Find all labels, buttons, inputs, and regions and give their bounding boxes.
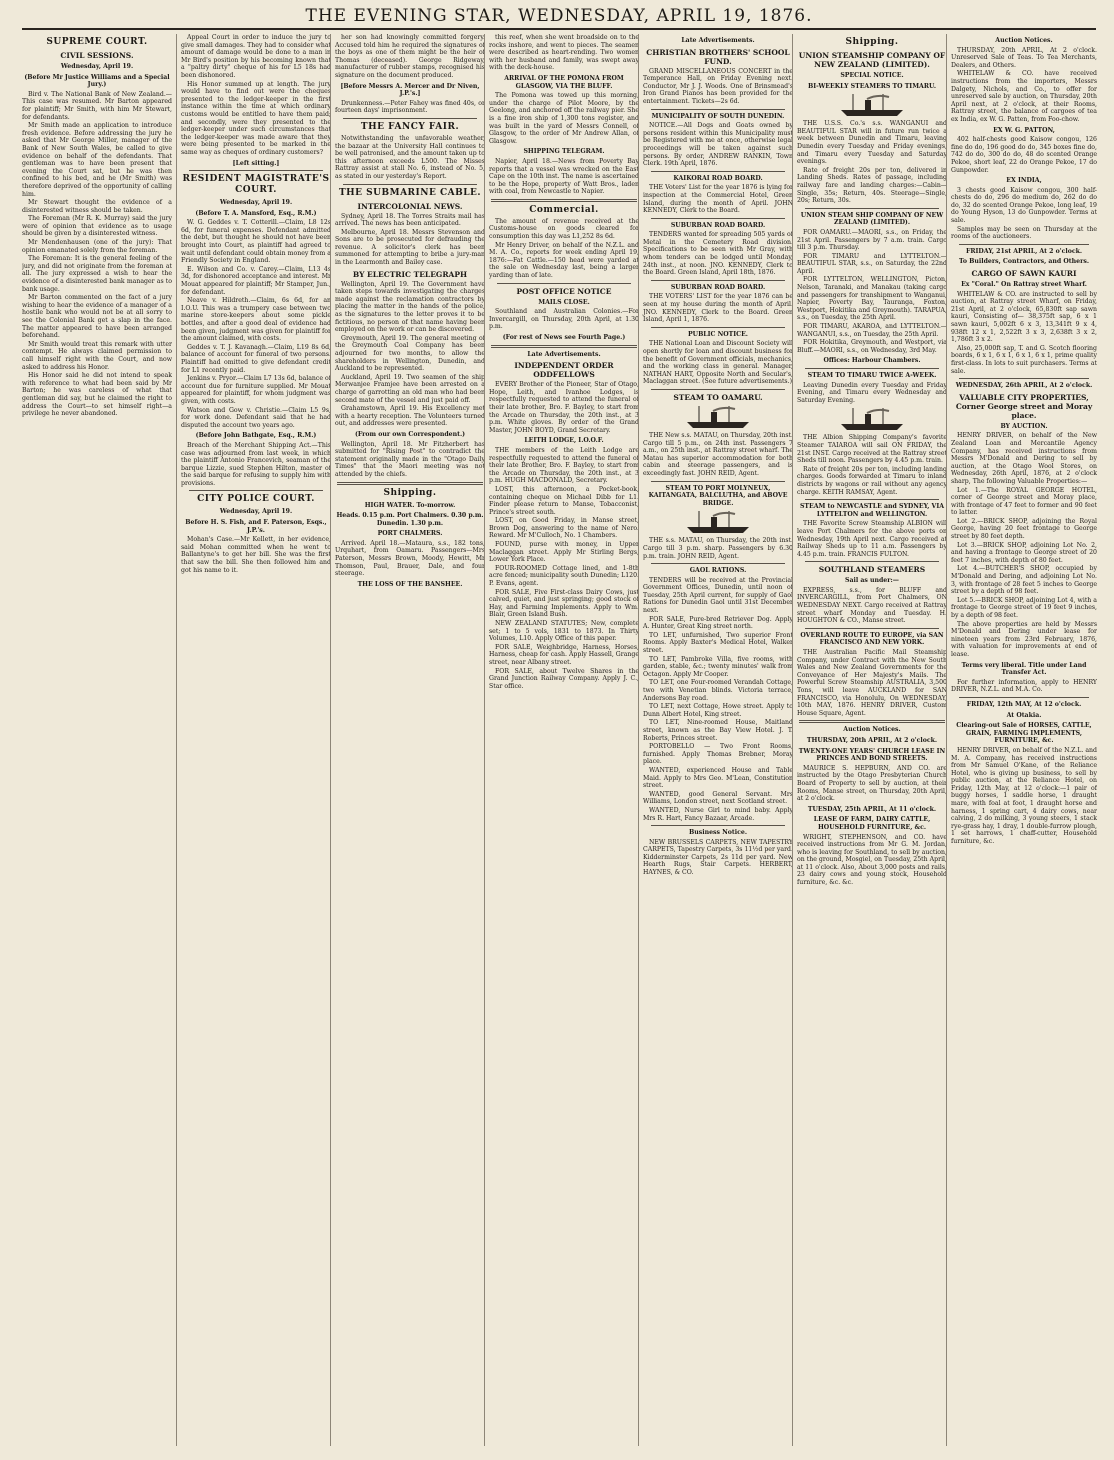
heading: SUBURBAN ROAD BOARD. bbox=[670, 283, 766, 291]
advert: For further information, apply to HENRY DRIVER, N.Z.L. and M.A. Co. bbox=[951, 678, 1097, 694]
paragraph: Jenkins v. Pryor.—Claim L7 13s 6d, balance of account due for furniture supplied. Mr Mouat appeared for plaintiff, for whom judgment was given, with costs. bbox=[181, 375, 331, 405]
paragraph: Bird v. The National Bank of New Zealand.—This case was resumed. Mr Barton appeared for plaintiff; Mr Smith, with him Mr Stewart, for defendants. bbox=[22, 90, 172, 121]
note: (For rest of News see Fourth Page.) bbox=[502, 334, 626, 341]
divider bbox=[189, 490, 323, 491]
tide-table: Heads. 0.15 p.m. Port Chalmers. 0.30 p.m. Dunedin. 1.30 p.m. bbox=[336, 512, 484, 527]
advert: LOST, this afternoon, a Pocket-book, containing cheque on Michael Dibb for L1. Finder please return to Manse, Tobacconist, Prince's street south. bbox=[489, 485, 639, 516]
paragraph: W. G. Geddes v. T. Cotterill.—Claim, L8 12s 6d, for funeral expenses. Defendant admitted the debt, but thought he should not have been brought into Court, as plaintiff had agreed to wait until defendant could obtain money from a Friendly Society in England. bbox=[181, 219, 331, 265]
advert: Lot 2.—BRICK SHOP, adjoining the Royal George, having 20 feet frontage to George street by 80 feet depth. bbox=[951, 517, 1097, 541]
heading: Clearing-out Sale of HORSES, CATTLE, GRAIN, FARMING IMPLEMENTS, FURNITURE, &c. bbox=[956, 722, 1092, 745]
divider bbox=[651, 218, 785, 219]
heading: TWENTY-ONE YEARS' CHURCH LEASE IN PRINCES AND BOND STREETS. bbox=[798, 747, 946, 763]
dateline: Wednesday, April 19. bbox=[219, 508, 293, 516]
divider bbox=[799, 720, 945, 723]
divider bbox=[651, 563, 785, 564]
divider bbox=[497, 283, 631, 284]
advert: FOR SALE, about Twelve Shares in the Grand Junction Railway Company. Apply J. C., Star office. bbox=[489, 667, 639, 690]
advert: WANTED, experienced House and Table Maid. Apply to Mrs Geo. M'Lean, Constitution street. bbox=[643, 766, 793, 790]
heading: LEITH LODGE, I.O.O.F. bbox=[524, 437, 604, 445]
divider bbox=[651, 327, 785, 328]
subheading: THURSDAY, 20th APRIL, At 2 o'clock. bbox=[806, 736, 938, 744]
advert: EVERY Brother of the Pioneer, Star of Otago, Hope, Leith, and Ivanhoe Lodges, is respectfully requested to attend the funeral of their late brother, Bro. F. Bayley, to start from the Arcade on Thursday, the 20th inst., at 3 p.m. White gloves. By order of the Grand Master, JOHN BOYD, Grand Secretary. bbox=[489, 381, 639, 434]
column-1 bbox=[22, 34, 172, 1446]
heading: Auction Notices. bbox=[995, 37, 1053, 44]
paragraph: Mr Stewart thought the evidence of a disinterested witness should be taken. bbox=[22, 199, 172, 214]
paragraph: Notwithstanding the unfavorable weather, the bazaar at the University Hall continues to be well patronised, and the amount taken up to this afternoon exceeds L500. The Misses Rattray assist at stall No. 6, instead of No. 5, as stated in our yesterday's Report. bbox=[335, 134, 485, 180]
heading: SHIPPING TELEGRAM. bbox=[523, 148, 605, 156]
advert: The above properties are held by Messrs M'Donald and Dering under lease for nineteen years from 23rd February, 1876, with valuation for improvements at end of lease. bbox=[951, 620, 1097, 658]
advert: NOTICE.—All Dogs and Goats owned by persons resident within this Municipality must be Registered with me at once, otherwise legal proceedings will be taken against such persons. By order, ANDREW RANKIN, Town Clerk. 19th April, 1876. bbox=[643, 122, 793, 168]
paragraph: her son had knowingly committed forgery. Accused told him he required the signatures of the boys as one of them might be the heir of Thomas (deceased). George Ridgeway, manufacturer of rubber stamps, recognised his signature on the document produced. bbox=[335, 34, 485, 79]
heading: SOUTHLAND STEAMERS bbox=[818, 565, 926, 575]
subheading: Terms very liberal. Title under Land Transfer Act. bbox=[961, 661, 1087, 677]
divider bbox=[805, 499, 939, 500]
subheading: BI-WEEKLY STEAMERS TO TIMARU. bbox=[808, 82, 936, 90]
heading: INDEPENDENT ORDER ODDFELLOWS bbox=[514, 361, 614, 380]
advert: THE National Loan and Discount Society will open shortly for loan and discount business for the benefit of Government officials, mechanics, and the working class in general. Manager, NATHAN HART, Opposite North and Secular's, Maclaggan street. (See future advertisements.) bbox=[643, 340, 793, 386]
advert: PORTOBELLO — Two Front Rooms, furnished. Apply Thomas Brebner, Moray place. bbox=[643, 743, 793, 766]
divider bbox=[805, 561, 939, 562]
advert: HENRY DRIVER, on behalf of the New Zealand Loan and Mercantile Agency Company, has received instructions from Messrs M'Donald and Dering to sell by auction, at the Otago Wool Stores, on Wednesday, 26th April, 1876, at 2 o'clock sharp, The following Valuable Properties:— bbox=[951, 432, 1097, 485]
paragraph: The Foreman (Mr R. K. Murray) said the jury were of opinion that evidence as to usage should be given by a disinterested witness. bbox=[22, 215, 172, 238]
heading: STEAM TO PORT MOLYNEUX, KAITANGATA, BALCLUTHA, and ABOVE BRIDGE. bbox=[648, 484, 788, 507]
paragraph: Mr Smith would treat this remark with utter contempt. He always claimed permission to call himself right with the Court, and now asked to address his Honor. bbox=[22, 340, 172, 371]
subheading: SPECIAL NOTICE. bbox=[840, 72, 904, 79]
dateline: Wednesday, April 19. bbox=[219, 199, 293, 207]
divider bbox=[189, 170, 323, 171]
heading: CITY POLICE COURT. bbox=[197, 494, 315, 505]
advert: FOR SALE, Pure-bred Retriever Dog. Apply A. Hunter, Great King street north. bbox=[643, 615, 793, 631]
subheading: TUESDAY, 25th APRIL, At 11 o'clock. bbox=[807, 805, 937, 813]
advert: FOR LYTTELTON, WELLINGTON, Picton, Nelson, Taranaki, and Manakau (taking cargo and passengers for transhipment to Wanganui, Napier, Poverty Bay, Tauranga, Foxton, Westport, Hokitika and Greymouth). TARAPUA, s.s., on Tuesday, the 25th April. bbox=[797, 276, 947, 322]
heading: CHRISTIAN BROTHERS' SCHOOL FUND. bbox=[646, 47, 790, 66]
paragraph: His Honor summed up at length. The jury would have to find out were the cheques presented to the ledger-keeper in the first instance within the time at which ordinary customs would be entitled to have them paid; and secondly, were they presented to the ledger-keeper under such circumstances that the ledger-keeper was made aware that they were being presented to be marked in the same way as cheques of ordinary customers? bbox=[181, 80, 331, 156]
advert: TO LET, Nine-roomed House, Maitland street, known as the Bay View Hotel. J. T. Roberts, Princes street. bbox=[643, 719, 793, 742]
heading: MUNICIPALITY OF SOUTH DUNEDIN. bbox=[651, 112, 785, 120]
advert: THE s.s. MATAU, on Thursday, the 20th inst. Cargo till 3 p.m. sharp. Passengers by 6.30 p.m. train. JOHN REID, Agent. bbox=[643, 537, 793, 560]
subheading: [Before Messrs A. Mercer and Dr Niven, J.P.'s.] bbox=[340, 82, 480, 98]
heading: INTERCOLONIAL NEWS. bbox=[357, 201, 463, 211]
paragraph: Sydney, April 18. The Torres Straits mail has arrived. The news has been anticipated. bbox=[335, 212, 485, 228]
advert: TO LET, one Four-roomed Verandah Cottage, two with Venetian blinds. Victoria terrace, Andersons Bay road. bbox=[643, 679, 793, 702]
column-7 bbox=[946, 34, 1097, 1446]
divider bbox=[651, 109, 785, 110]
advert: FOR SALE, Weighbridge, Harness, Horses, Harness, cheap for cash. Apply Hassell, Grange street, near Albany street. bbox=[489, 643, 639, 666]
advert: Lot 5.—BRICK SHOP, adjoining Lot 4, with a frontage to George street of 19 feet 9 inches, by a depth of 98 feet. bbox=[951, 596, 1097, 619]
advert: THE VOTERS' LIST for the year 1876 can be seen at my house during the month of April. JNO. KENNEDY, Clerk to the Board. Green Island, April 1, 1876. bbox=[643, 293, 793, 324]
advert: THE Favorite Screw Steamship ALBION will leave Port Chalmers for the above ports on Wednesday, 19th April next. Cargo received at Railway Sheds up to 11 a.m. Passengers by 4.45 p.m. train. FRANCIS FULTON. bbox=[797, 520, 947, 558]
heading: GAOL RATIONS. bbox=[689, 567, 747, 575]
heading: KAIKORAI ROAD BOARD. bbox=[673, 174, 763, 182]
paragraph: Arrived. April 18.—Mataura, s.s., 182 tons, Urquhart, from Oamaru. Passengers—Mrs Paterson, Messrs Brown, Moody, Hewitt, Mr Thomson, Paul, Brauer, Dale, and four steerage. bbox=[335, 539, 485, 578]
paragraph: Appeal Court in order to induce the jury to give small damages. They had to consider what amount of damage would be done to a man in Mr Bird's position by his becoming known that a "paltry dirty" cheque of his for L5 18s had been dishonored. bbox=[181, 34, 331, 79]
advert: WHITELAW & CO. are instructed to sell by auction, at Rattray street Wharf, on Friday, 21st April, at 2 o'clock, 65,830ft sap sawn kauri, Consisting of— 38,375ft sap, 6 x 1 sawn kauri, 5,002ft 6 x 3, 13,341ft 9 x 4, 938ft 12 x 1, 2,522ft 3 x 3, 2,638ft 3 x 2, 1,786ft 3 x 2. bbox=[951, 290, 1097, 344]
left-sitting-note: [Left sitting.] bbox=[232, 159, 280, 167]
heading: THE SUBMARINE CABLE. bbox=[338, 187, 482, 198]
steamship-icon bbox=[837, 92, 907, 118]
advert: MAURICE S. HEPBURN, AND CO. are instructed by the Otago Presbyterian Church Board of Property to sell by auction, at their Rooms, Manse street, on Thursday, 20th April, at 2 o'clock. bbox=[797, 764, 947, 803]
paragraph: Neave v. Hildreth.—Claim, 6s 6d, for an I.O.U. This was a trumpery case between two marine store-keepers about some pickle bottles, and after a good deal of evidence had been given, judgment was given for plaintiff for the amount claimed, with costs. bbox=[181, 297, 331, 343]
paragraph: Melbourne, April 18. Messrs Stevenson and Sons are to be prosecuted for defrauding the revenue. A solicitor's clerk has been summoned for attempting to bribe a jury-man in the Learmonth and Bailey case. bbox=[335, 228, 485, 267]
paragraph: Geddes v. T. J. Kavanagh.—Claim, L19 8s 6d, balance of account for funeral of two persons. Plaintiff had omitted to give defendant credit for L1 recently paid. bbox=[181, 343, 331, 374]
heading: STEAM to NEWCASTLE and SYDNEY, VIA LYTTELTON and WELLINGTON. bbox=[799, 503, 945, 518]
heading: FRIDAY, 12th MAY, At 12 o'clock. bbox=[966, 700, 1082, 708]
divider bbox=[651, 389, 785, 390]
paragraph: His Honor said he did not intend to speak with reference to what had been said by Mr Barton; he was careless of what that gentleman did say, but he claimed the right to address the Court—to set himself right—a privilege he never abandoned. bbox=[22, 372, 172, 418]
advert: NEW ZEALAND STATUTES; New, complete set; 1 to 5 vols, 1831 to 1873. In Thirty Volumes, L10. Apply Office of this paper. bbox=[489, 620, 639, 643]
column-5 bbox=[638, 34, 793, 1446]
subheading: MAILS CLOSE. bbox=[538, 298, 590, 306]
paragraph: Wellington, April 18. Mr Fitzherbert has submitted for "Rising Post" to contradict the statement originally made in the "Otago Daily Times" that the Maori meeting was not attended by the chiefs. bbox=[335, 440, 485, 478]
subheading: PORT CHALMERS. bbox=[377, 530, 443, 538]
subheading: ARRIVAL OF THE POMONA FROM GLASGOW, VIA THE BLUFF. bbox=[504, 74, 624, 90]
subheading: Sail as under:— bbox=[845, 577, 899, 585]
advert: TENDERS wanted for spreading 505 yards of Metal in the Cemetery Road division. Specifications to be seen with Mr Gray, with whom tenders can be lodged until Monday, 24th inst., at noon. JNO. KENNEDY, Clerk to the Board. Green Island, April 18th, 1876. bbox=[643, 231, 793, 277]
advert: HENRY DRIVER, on behalf of the N.Z.L. and M. A. Company, has received instructions from Mr Samuel O'Kane, of the Reliance Hotel, who is giving up business, to sell by public auction, at the Reliance Hotel, on Friday, 12th May, at 12 o'clock:—1 pair of buggy horses, 1 saddle horse, 1 draught mare, with foal at foot, 1 draught horse and harness, 1 spring cart, 4 dairy cows, near calving, 2 do milking, 3 young steers, 1 stack rye-grass hay, 1 dray, 1 double-furrow plough, 1 set harrows, 1 chaff-cutter, Household furniture, &c. bbox=[951, 746, 1097, 846]
advert: EXPRESS, s.s., for BLUFF and INVERCARGILL, from Port Chalmers, ON WEDNESDAY NEXT. Cargo received at Rattray street wharf Monday and Tuesday. H. HOUGHTON & CO., Manse street. bbox=[797, 586, 947, 625]
steamship-icon bbox=[683, 404, 753, 430]
heading: PUBLIC NOTICE. bbox=[688, 330, 748, 338]
paragraph: E. Wilson and Co. v. Carey.—Claim, L13 4s 3d, for dishonored acceptance and interest. Mr Mouat appeared for plaintiff; Mr Stamper, Jun., for defendant. bbox=[181, 265, 331, 296]
paragraph: Auckland, April 19. Two seamen of the ship Merwanjee Framjee have been arrested on a charge of garrotting an old man who had been second mate of the vessel and just paid off. bbox=[335, 373, 485, 404]
paragraph: Mr Mendenhausen (one of the jury): That opinion emanated solely from the foreman. bbox=[22, 239, 172, 254]
heading: Shipping. bbox=[383, 487, 437, 498]
heading: THE FANCY FAIR. bbox=[360, 121, 460, 132]
advert: TENDERS will be received at the Provincial Government Offices, Dunedin, until noon of Tuesday, 25th April current, for supply of Gaol Rations for Dunedin Gaol until 31st December next. bbox=[643, 576, 793, 615]
heading: FRIDAY, 21st APRIL, At 2 o'clock. bbox=[965, 247, 1083, 255]
heading: Late Advertisements. bbox=[681, 37, 755, 44]
advert: WANTED, good General Servant. Mrs Williams, London street, next Scotland street. bbox=[643, 790, 793, 806]
advert: Rate of freight 20s per ton, delivered in Landing Sheds. Rates of passage, including railway fare and landing charges:—Cabin—Single, 35s; Return, 40s. Steerage—Single, 20s; Return, 30s. bbox=[797, 166, 947, 205]
advert: FOUND, purse with money, in Upper Maclaggan street. Apply Mr Stirling Bergs, Lower York Place. bbox=[489, 541, 639, 564]
advert: LOST, on Good Friday, in Manse street, Brown Dog, answering to the name of Nero. Reward. Mr M'Culloch, No. 1 Chambers. bbox=[489, 517, 639, 540]
column-6 bbox=[792, 34, 947, 1446]
paragraph: this reef, when she went broadside on to the rocks inshore, and went to pieces. The seamen were described as heart-rending. Two women with her husband and family, was swept away with the deck-house. bbox=[489, 34, 639, 72]
divider bbox=[343, 118, 477, 119]
heading: Business Notice. bbox=[689, 829, 747, 837]
paragraph: Mr Smith made an application to introduce fresh evidence. Before addressing the jury he asked that Mr George Miller, manager of the Bank of New South Wales, be called to give evidence on behalf of the defendants. That gentleman was to have been present that evening the Court sat, but he was then confined to his bed, and he (Mr Smith) was therefore deprived of the opportunity of calling him. bbox=[22, 122, 172, 198]
divider bbox=[651, 280, 785, 281]
divider bbox=[343, 184, 477, 185]
heading: RESIDENT MAGISTRATE'S COURT. bbox=[182, 174, 330, 196]
paragraph: Breach of the Merchant Shipping Act.—This case was adjourned from last week, in which the plaintiff Antonio Francevich, seaman of the barque Lizzie, sued Stephen Hilton, master of the said barque for refusing to supply him with provisions. bbox=[181, 441, 331, 487]
advert: THE U.S.S. Co.'s s.s. WANGANUI and BEAUTIFUL STAR will in future run twice a week between Dunedin and Timaru, leaving Dunedin every Tuesday and Friday evenings, and Timaru every Tuesday and Saturday evenings. bbox=[797, 120, 947, 166]
column-3 bbox=[330, 34, 485, 1446]
paragraph: The Pomona was towed up this morning, under the charge of Pilot Moore, by the Geelong, and anchored off the railway pier. She is a fine iron ship of 1,300 tons register, and was built in the yard of Messrs Connell, of Glasgow, to the order of Mr Andrew Allan, of Glasgow. bbox=[489, 92, 639, 145]
subheading: BY AUCTION. bbox=[1000, 422, 1048, 430]
heading: Late Advertisements. bbox=[527, 350, 601, 358]
advert: Rate of freight 20s per ton, including landing charges. Goods forwarded at Timaru to inland districts by wagons or rail without any agency charge. KEITH RAMSAY, Agent. bbox=[797, 465, 947, 496]
advert: FOUR-ROOMED Cottage lined, and 1-8th acre fenced; municipality south Dunedin; L120. P. Evans, agent. bbox=[489, 564, 639, 588]
advert: THE Australian Pacific Mail Steamship Company, under Contract with the New South Wales and New Zealand Governments for the Conveyance of Her Majesty's Mails. The Powerful Screw Steamship AUSTRALIA, 3,500 Tons, will leave AUCKLAND for SAN FRANCISCO, via Honolulu, On WEDNESDAY, 10th MAY, 1876. HENRY DRIVER, Custom House Square, Agent. bbox=[797, 649, 947, 717]
advert: Also, 25,000ft sap, T. and G. Scotch flooring boards, 6 x 1, 6 x 1, 6 x 1, 6 x 1, prime quality first-class. In lots to suit purchasers. Terms at sale. bbox=[951, 344, 1097, 375]
advert: TO LET, unfurnished, Two superior Front Rooms. Apply Baxter's Medical Hotel, Walker street. bbox=[643, 631, 793, 655]
advert: WHITELAW & CO. have received instructions from the importers, Messrs Dalgety, Nichols, and Co., to offer for unreserved sale by auction, on Thursday, 20th April next, at 2 o'clock, at their Rooms, Rattray street, the balance of cargoes of tea ex India, ex W. G. Patten, from Foo-chow. bbox=[951, 70, 1097, 123]
subheading: (From our own Correspondent.) bbox=[354, 430, 466, 438]
paragraph: Southland and Australian Colonies.—For Invercargill, on Thursday, 20th April, at 1.30 p.m. bbox=[489, 308, 639, 331]
advert: Lot 3.—BRICK SHOP, adjoining Lot No. 2, and having a frontage to George street of 20 feet 7 inches, with depth of 80 feet. bbox=[951, 541, 1097, 564]
heading: WEDNESDAY, 26th APRIL, At 2 o'clock. bbox=[955, 382, 1093, 390]
divider bbox=[959, 244, 1089, 245]
advert: Lot 4.—BUTCHER'S SHOP, occupied by M'Donald and Dering, and adjoining Lot No. 3, with frontage of 28 feet 5 inches to George street by a depth of 98 feet. bbox=[951, 565, 1097, 596]
heading: Auction Notices. bbox=[843, 726, 901, 734]
paragraph: Drunkenness.—Peter Fahey was fined 40s, or fourteen days' imprisonment. bbox=[335, 99, 485, 115]
subheading: EX INDIA, bbox=[1006, 177, 1042, 185]
paragraph: Napier, April 18.—News from Poverty Bay reports that a vessel was wrecked on the East Cape on the 10th inst. The name is ascertained to be the Hope, property of Watt Bros., laden with coal, from Newcastle to Napier. bbox=[489, 157, 639, 196]
dateline: Wednesday, April 19. bbox=[60, 63, 134, 70]
heading: STEAM TO TIMARU TWICE A-WEEK. bbox=[807, 372, 937, 379]
paragraph: Grahamstown, April 19. His Excellency met with a hearty reception. The Volunteers turned out, and addresses were presented. bbox=[335, 405, 485, 428]
paragraph: Greymouth, April 19. The general meeting of the Greymouth Coal Company has been adjourned for two months, to allow the shareholders in Wellington, Dunedin, and Auckland to be represented. bbox=[335, 334, 485, 373]
advert: 402 half-chests good Kaisow congou, 126 fine do do, 196 good do do, 345 boxes fine do, 742 do do, 300 do do, 48 do scented Orange Pekoe, short leaf, 22 do Orange Pekoe, 17 do Gunpowder. bbox=[951, 136, 1097, 174]
advert: THURSDAY, 20th APRIL, At 2 o'clock. Unreserved Sale of Teas. To Tea Merchants, Dealers, and Others. bbox=[951, 46, 1097, 69]
divider bbox=[805, 208, 939, 209]
paragraph: Watson and Gow v. Christie.—Claim L5 9s, for work done. Defendant said that he had disputed the account two years ago. bbox=[181, 406, 331, 429]
advert: WRIGHT, STEPHENSON, and CO. have received instructions from Mr G. M. Jordan, who is leaving for Southland, to sell by auction, on the ground, Mosgiel, on Tuesday, 25th April, at 11 o'clock. Also, About 3,000 posts and rails, 23 dairy cows and young stock, Household furniture, &c. &c. bbox=[797, 833, 947, 887]
divider bbox=[337, 482, 483, 485]
divider bbox=[651, 825, 785, 826]
paragraph: The Foreman: It is the general feeling of the jury, and did not originate from the foreman at all. The jury expressed a wish to hear the evidence of a disinterested bank manager as to bank usage. bbox=[22, 255, 172, 293]
divider bbox=[651, 481, 785, 482]
advert: FOR SALE, Five First-class Dairy Cows, just calved, quiet, and just springing; good stock of Hay, and Farming Implements. Apply to Wm. Blair, Green Island Bush. bbox=[489, 588, 639, 619]
steamship-icon bbox=[683, 509, 753, 535]
heading: UNION STEAMSHIP COMPANY OF NEW ZEALAND (LIMITED). bbox=[798, 51, 946, 69]
subheading: Ex "Coral." On Rattray street Wharf. bbox=[961, 281, 1087, 289]
divider bbox=[805, 368, 939, 369]
advert: Leaving Dunedin every Tuesday and Friday Evening, and Timaru every Wednesday and Saturday Evening. bbox=[797, 381, 947, 404]
subheading: At Otakia. bbox=[1006, 711, 1042, 719]
heading: BY ELECTRIC TELEGRAPH bbox=[352, 269, 468, 279]
paragraph: Mr Barton commented on the fact of a jury wishing to hear the evidence of a manager of a hostile bank who would not be at all sorry to see the Colonial Bank get a slap in the face. The matter appeared to have been arranged beforehand. bbox=[22, 294, 172, 340]
advert: FOR TIMARU, AKAROA, and LYTTELTON.—WANGANUI, s.s., on Tuesday, the 25th April. bbox=[797, 323, 947, 338]
heading: UNION STEAM SHIP COMPANY OF NEW ZEALAND (LIMITED). bbox=[800, 211, 944, 227]
heading: POST OFFICE NOTICE bbox=[516, 286, 612, 296]
divider bbox=[805, 628, 939, 629]
advert: FOR OAMARU.—MAORI, s.s., on Friday, the 21st April. Passengers by 7 a.m. train. Cargo till 3 p.m. Thursday. bbox=[797, 228, 947, 252]
divider bbox=[959, 697, 1089, 698]
divider bbox=[491, 199, 637, 202]
advert: THE New s.s. MATAU, on Thursday, 20th inst. Cargo till 5 p.m., on 24th inst. Passengers 7 a.m., on 25th inst., at Rattray street wharf. The Matau has superior accommodation for both cabin and steerage passengers, and is exceedingly fast. JOHN REID, Agent. bbox=[643, 431, 793, 477]
heading: VALUABLE CITY PROPERTIES, Corner George street and Moray place. bbox=[955, 392, 1093, 420]
subheading: (Before T. A. Mansford, Esq., R.M.) bbox=[195, 209, 317, 217]
advert: THE Albion Shipping Company's favorite Steamer TAIAROA will sail ON FRIDAY, the 21st INST. Cargo received at the Rattray street Sheds till noon. Passengers by 4.45 p.m. train. bbox=[797, 434, 947, 465]
paragraph: Wellington, April 19. The Government have taken steps towards investigating the charges made against the reclamation contractors by placing the matter in the hands of the police, as the signatures to the letter proves it to be fictitious, no person of that name having been employed on the work or can be discovered. bbox=[335, 280, 485, 334]
heading: CARGO OF SAWN KAURI bbox=[971, 269, 1077, 279]
heading: THE LOSS OF THE BANSHEE. bbox=[357, 580, 463, 588]
advert: TO LET, Pambroke Villa, five rooms, with garden, stable, &c.; twenty minutes' walk from Octagon. Apply Mr Cooper. bbox=[643, 655, 793, 678]
steamship-icon bbox=[837, 406, 907, 432]
heading: Commercial. bbox=[529, 204, 599, 215]
subheading: Before H. S. Fish, and F. Paterson, Esqs., J.P.'s. bbox=[185, 519, 327, 534]
subheading: EX W. G. PATTON, bbox=[993, 126, 1055, 134]
subheading: HIGH WATER. To-morrow. bbox=[364, 501, 456, 509]
advert: FOR TIMARU and LYTTELTON.—BEAUTIFUL STAR, s.s., on Saturday, the 22nd April. bbox=[797, 252, 947, 275]
subheading: (Before Mr Justice Williams and a Special Jury.) bbox=[24, 73, 170, 89]
divider bbox=[651, 171, 785, 172]
advert: THE Voters' List for the year 1876 is lying for inspection at the Commercial Hotel, Green Island, during the month of April. JOHN KENNEDY, Clerk to the Board. bbox=[643, 184, 793, 215]
advert: 3 chests good Kaisow congou, 300 half-chests do do, 296 do medium do, 262 do do do, 32 do scented Orange Pekoe, long leaf, 19 do Young Hyson, 13 do Gunpowder. Terms at sale. bbox=[951, 186, 1097, 225]
advert: TO LET, next Cottage, Howe street. Apply to Dunn Albert Hotel, King street. bbox=[643, 703, 793, 718]
subheading: (Before John Bathgate, Esq., R.M.) bbox=[195, 432, 317, 440]
heading: LEASE OF FARM, DAIRY CATTLE, HOUSEHOLD FURNITURE, &c. bbox=[813, 816, 931, 831]
column-4 bbox=[484, 34, 639, 1446]
divider bbox=[959, 378, 1089, 379]
advert: GRAND MISCELLANEOUS CONCERT in the Temperance Hall, on Friday Evening next. Conductor, Mr J. J. Woods. One of Brinsmead's Iron Grand Pianos has been provided for the entertainment. Tickets—2s 6d. bbox=[643, 67, 793, 105]
subheading: To Builders, Contractors, and Others. bbox=[959, 258, 1089, 266]
masthead: THE EVENING STAR, WEDNESDAY, APRIL 19, 1876. bbox=[22, 4, 1096, 30]
heading: CIVIL SESSIONS. bbox=[60, 51, 134, 60]
subheading: Offices: Harbour Chambers. bbox=[823, 357, 921, 365]
heading: STEAM TO OAMARU. bbox=[673, 392, 763, 402]
heading: SUPREME COURT. bbox=[46, 37, 148, 47]
paragraph: Mr Henry Driver, on behalf of the N.Z.L. and M. A. Co., reports for week ending April 19, 1876:—Fat Cattle.—150 head were yarded at the sale on Wednesday last, being a larger yarding than of late. bbox=[489, 241, 639, 280]
heading: OVERLAND ROUTE TO EUROPE, via SAN FRANCISCO AND NEW YORK. bbox=[800, 631, 944, 647]
column-2 bbox=[176, 34, 331, 1446]
paragraph: The amount of revenue received at the Customs-house on goods cleared for consumption this day was L1,252 8s 6d. bbox=[489, 217, 639, 241]
heading: Shipping. bbox=[845, 37, 899, 47]
advert: Samples may be seen on Thursday at the rooms of the auctioneers. bbox=[951, 225, 1097, 241]
divider bbox=[491, 345, 637, 348]
advert: NEW BRUSSELS CARPETS, NEW TAPESTRY CARPETS, Tapestry Carpets, 3s 11½d per yard. Kidderminster Carpets, 2s 11d per yard. New Hearth Rugs, Stair Carpets. HERBERT, HAYNES, & CO. bbox=[643, 838, 793, 877]
advert: FOR Hokitika, Greymouth, and Westport, via Bluff.—MAORI, s.s., on Wednesday, 3rd May. bbox=[797, 339, 947, 354]
advert: WANTED, Nurse Girl to mind baby. Apply Mrs R. Hart, Fancy Bazaar, Arcade. bbox=[643, 806, 793, 822]
advert: Lot 1.—The ROYAL GEORGE HOTEL, corner of George street and Moray place, with frontage of 47 feet to former and 90 feet to latter. bbox=[951, 486, 1097, 517]
advert: THE members of the Leith Lodge are respectfully requested to attend the funeral of their late Brother, Bro. F. Bayley, to start from the Arcade on Thursday, the 20th inst., at 3 p.m. HUGH MACDONALD, Secretary. bbox=[489, 446, 639, 485]
heading: SUBURBAN ROAD BOARD. bbox=[670, 221, 766, 229]
paragraph: Mohan's Case.—Mr Kellett, in her evidence, said Mohan committed when he went to Ballantyne's to get her bill. She was the first that saw the bill. She then followed him and got his name to it. bbox=[181, 536, 331, 574]
